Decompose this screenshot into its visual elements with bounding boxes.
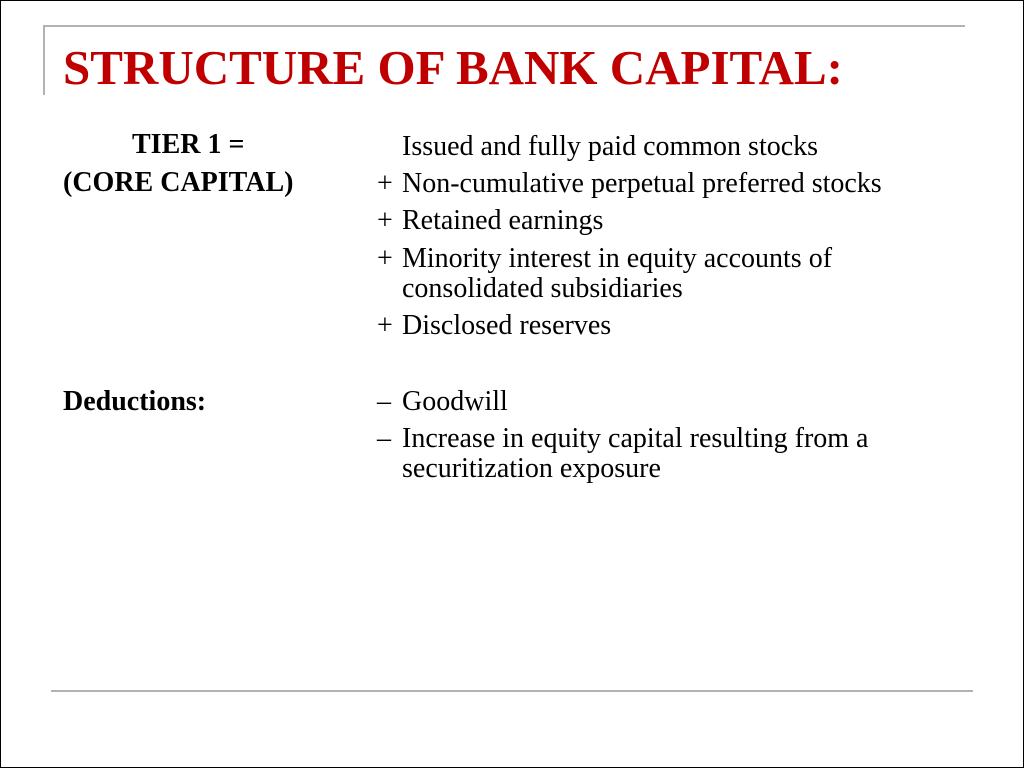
plus-symbol: + [377, 243, 393, 274]
tier1-label: TIER 1 = [132, 129, 245, 160]
bottom-rule [51, 690, 973, 692]
side-rule [43, 25, 45, 95]
tier1-item-minority-interest [377, 244, 832, 304]
plus-symbol: + [377, 205, 393, 236]
tier1-item-preferred-stocks [377, 169, 882, 199]
tier1-item-common-stocks [377, 132, 818, 162]
item-text: Goodwill [402, 386, 508, 417]
deductions-label: Deductions: [63, 386, 207, 417]
plus-symbol: + [377, 310, 393, 341]
item-text: Increase in equity capital resulting from a [402, 423, 869, 454]
item-text: Non-cumulative perpetual preferred stocks [402, 168, 882, 199]
item-text: Issued and fully paid common stocks [402, 131, 819, 162]
item-continuation: securitization exposure [402, 453, 661, 484]
item-text: Retained earnings [402, 205, 604, 236]
item-text: Disclosed reserves [402, 310, 612, 341]
core-capital-label: (CORE CAPITAL) [63, 167, 294, 198]
item-text: Minority interest in equity accounts of [402, 243, 833, 274]
minus-symbol: – [377, 423, 391, 454]
deduction-item-goodwill [377, 387, 508, 417]
plus-symbol: + [377, 168, 393, 199]
minus-symbol: – [377, 386, 391, 417]
tier1-item-retained-earnings [377, 206, 603, 236]
top-rule [43, 25, 965, 27]
tier1-item-disclosed-reserves [377, 311, 611, 341]
item-continuation: consolidated subsidiaries [402, 273, 683, 304]
deduction-item-securitization [377, 424, 868, 484]
slide-title: STRUCTURE OF BANK CAPITAL: [63, 40, 843, 95]
